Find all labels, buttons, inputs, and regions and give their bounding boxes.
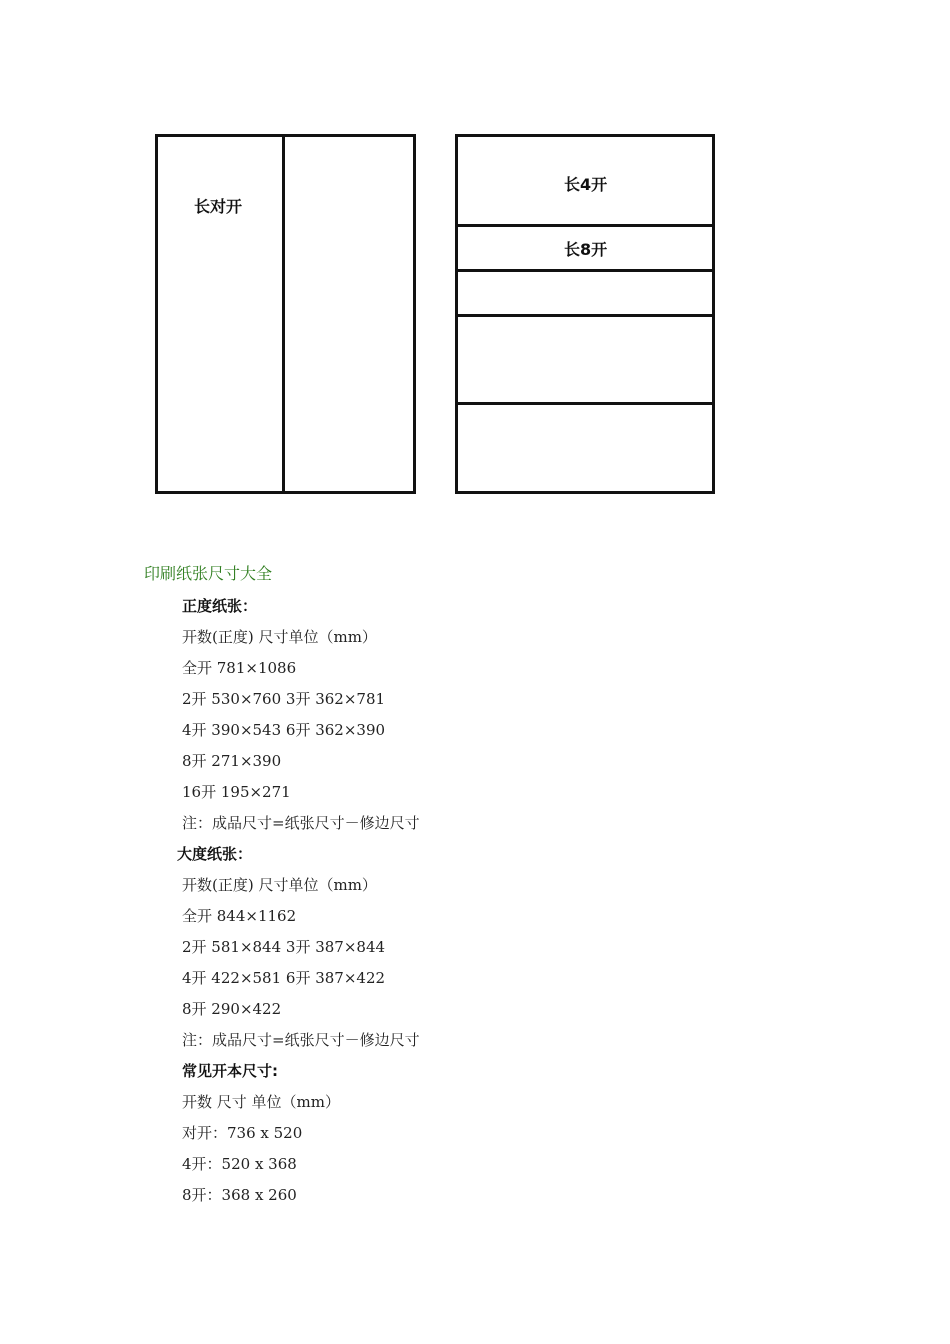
row-divider-1 <box>455 224 715 227</box>
list-item: 开数 尺寸 单位（mm） <box>182 1093 340 1111</box>
list-item: 注：成品尺寸=纸张尺寸－修边尺寸 <box>182 1031 420 1049</box>
list-item: 对开：736 x 520 <box>182 1124 303 1142</box>
row-divider-3 <box>455 314 715 317</box>
list-item: 8开：368 x 260 <box>182 1186 297 1204</box>
section-subheading: 大度纸张： <box>177 845 253 863</box>
long-half-sheet-diagram <box>155 134 416 494</box>
list-item: 开数(正度) 尺寸单位（mm） <box>182 628 377 646</box>
article-heading: 印刷纸张尺寸大全 <box>144 564 273 583</box>
list-item: 8开 271×390 <box>182 752 282 770</box>
list-item: 4开：520 x 368 <box>182 1155 297 1173</box>
long-4-label: 长4开 <box>564 175 608 194</box>
row-divider-2 <box>455 269 715 272</box>
list-item: 全开 781×1086 <box>182 659 297 677</box>
list-item: 开数(正度) 尺寸单位（mm） <box>182 876 377 894</box>
row-divider-4 <box>455 402 715 405</box>
list-item: 2开 581×844 3开 387×844 <box>182 938 386 956</box>
list-item: 全开 844×1162 <box>182 907 297 925</box>
list-item: 16开 195×271 <box>182 783 291 801</box>
section-subheading: 常见开本尺寸: <box>182 1062 278 1080</box>
list-item: 注：成品尺寸=纸张尺寸－修边尺寸 <box>182 814 420 832</box>
list-item: 8开 290×422 <box>182 1000 282 1018</box>
list-item: 4开 390×543 6开 362×390 <box>182 721 386 739</box>
list-item: 2开 530×760 3开 362×781 <box>182 690 386 708</box>
long-8-label: 长8开 <box>564 240 608 259</box>
long-half-label: 长对开 <box>194 197 243 216</box>
list-item: 4开 422×581 6开 387×422 <box>182 969 386 987</box>
long-half-divider <box>282 134 285 494</box>
section-subheading: 正度纸张： <box>182 597 258 615</box>
